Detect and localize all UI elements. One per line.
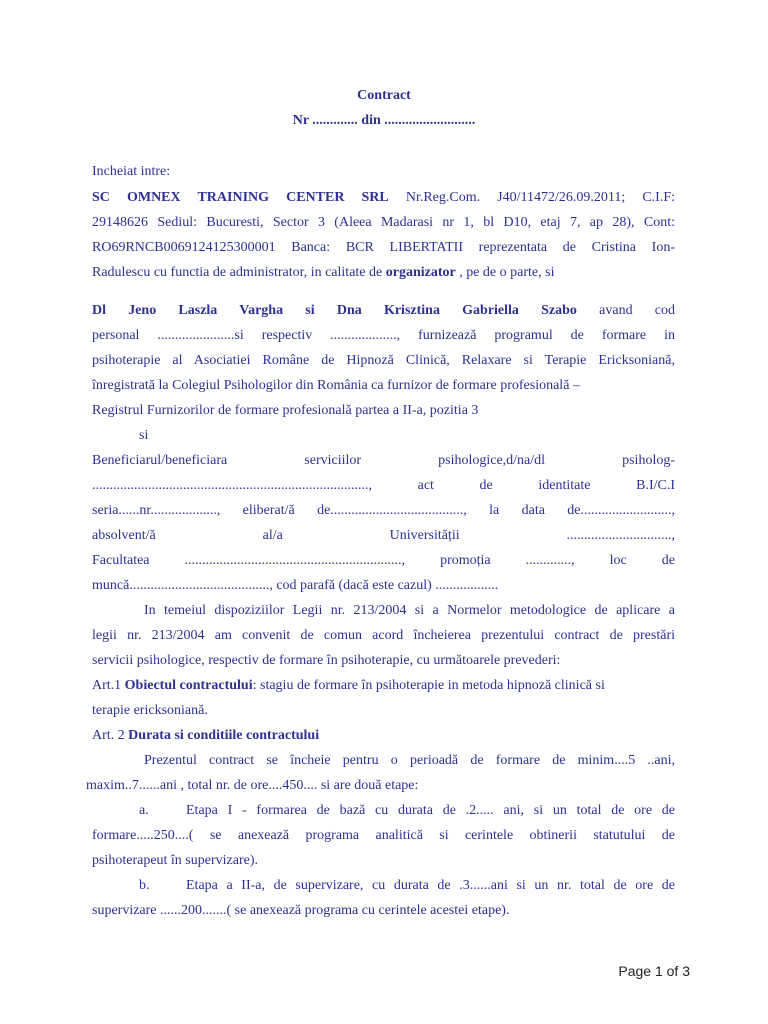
- party2-line-2: personal ......................si respectiv ..................., furnizează programul de formare in: [92, 328, 675, 343]
- stage-b-label: b.: [139, 878, 150, 893]
- article-2-line-1: Prezentul contract se încheie pentru o perioadă de formare de minim....5 ..ani,: [144, 753, 675, 768]
- party2-line-1: Dl Jeno Laszla Vargha si Dna Krisztina Gabriella Szabo avand cod: [92, 303, 676, 318]
- document-title: Contract: [357, 88, 411, 103]
- beneficiary-line-6: muncă........................................, cod parafă (dacă este cazul) ..................: [92, 578, 499, 593]
- beneficiary-line-2: ..............................................................................., act de identitate B.I/C.I: [92, 478, 675, 493]
- beneficiary-line-5: Facultatea .............................................................., promoția ............., loc de: [92, 553, 675, 568]
- stage-a-label: a.: [139, 803, 149, 818]
- article-2-heading: Art. 2 Durata si conditiile contractului: [92, 728, 320, 743]
- article-2-title: Durata si conditiile contractului: [128, 728, 320, 743]
- beneficiary-line-1: Beneficiarul/beneficiara serviciilor psihologice,d/na/dl psiholog-: [92, 453, 675, 468]
- article-1-line-1: Art.1 Obiectul contractului: stagiu de formare în psihoterapie in metoda hipnoză clinică si: [92, 678, 605, 693]
- intro-text: Incheiat intre:: [92, 164, 171, 179]
- company-name: SC OMNEX TRAINING CENTER SRL: [92, 190, 389, 205]
- stage-a-line-3: psihoterapeut în supervizare).: [92, 853, 258, 868]
- stage-a-line-1: Etapa I - formarea de bază cu durata de .2..... ani, si un total de ore de: [186, 803, 675, 818]
- contract-number-line: Nr ............. din ..........................: [292, 113, 476, 128]
- article-2-line-2: maxim..7......ani , total nr. de ore....450.... si are două etape:: [86, 778, 419, 793]
- article-1-title: Obiectul contractului: [124, 678, 253, 693]
- legal-basis-line-3: servicii psihologice, respectiv de formare în psihoterapie, cu următoarele prevederi:: [92, 653, 561, 668]
- company-line-2: 29148626 Sediul: Bucuresti, Sector 3 (Aleea Madarasi nr 1, bl D10, etaj 7, ap 28), Cont:: [92, 215, 675, 230]
- party2-line-4: înregistrată la Colegiul Psihologilor din România ca furnizor de formare profesională –: [92, 378, 580, 393]
- legal-basis-line-1: In temeiul dispoziziilor Legii nr. 213/2004 si a Normelor metodologice de aplicare a: [144, 603, 675, 618]
- company-line-1: SC OMNEX TRAINING CENTER SRL Nr.Reg.Com. J40/11472/26.09.2011; C.I.F:: [92, 190, 676, 205]
- stage-b-line-1: Etapa a II-a, de supervizare, cu durata de .3......ani si un nr. total de ore de: [186, 878, 675, 893]
- party2-line-5: Registrul Furnizorilor de formare profesională partea a II-a, pozitia 3: [92, 403, 479, 418]
- company-line-4: Radulescu cu functia de administrator, in calitate de organizator , pe de o parte, si: [92, 265, 555, 280]
- beneficiary-line-3: seria......nr..................., eliberat/ă de......................................, la data de..........................,: [92, 503, 675, 518]
- stage-a-line-2: formare.....250....( se anexează programa analitică si cerintele obtinerii statutului de: [92, 828, 675, 843]
- page-number: Page 1 of 3: [618, 963, 690, 979]
- article-1-line-2: terapie ericksoniană.: [92, 703, 208, 718]
- stage-b-line-2: supervizare ......200.......( se anexează programa cu cerintele acestei etape).: [92, 903, 510, 918]
- legal-basis-line-2: legii nr. 213/2004 am convenit de comun acord încheierea prezentului contract de prestări: [92, 628, 675, 643]
- company-line-3: RO69RNCB0069124125300001 Banca: BCR LIBERTATII reprezentata de Cristina Ion-: [92, 240, 675, 255]
- party2-names: Dl Jeno Laszla Vargha si Dna Krisztina Gabriella Szabo: [92, 303, 577, 318]
- party2-line-3: psihoterapie al Asociatiei Române de Hipnoză Clinică, Relaxare si Terapie Ericksoniană,: [92, 353, 675, 368]
- beneficiary-line-4: absolvent/ă al/a Universității ..............................,: [92, 528, 675, 543]
- conjunction-si: si: [139, 428, 149, 443]
